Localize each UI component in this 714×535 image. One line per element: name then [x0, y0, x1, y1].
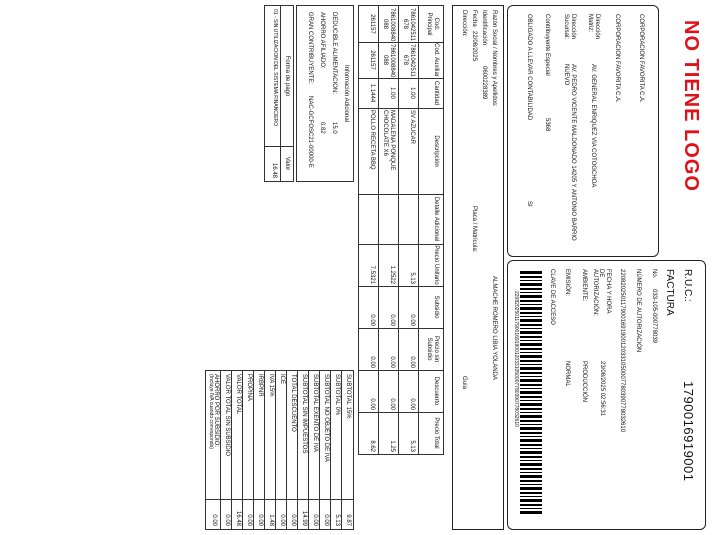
total-label: IVA 15%: [268, 374, 274, 397]
barcode-bar: [520, 496, 542, 497]
access-key-label: CLAVE DE ACCESO: [549, 269, 555, 325]
divider: [359, 42, 443, 43]
divider: [264, 371, 265, 529]
total-value: 9.87: [345, 514, 351, 526]
divider: [220, 371, 221, 529]
barcode-bar: [520, 508, 542, 509]
auth-label: NÚMERO DE AUTORIZACIÓN: [635, 269, 641, 353]
barcode-bar: [520, 484, 542, 485]
barcode-bar: [520, 300, 542, 302]
table-cell: 1.00: [389, 87, 395, 99]
info-label: DEDUCIBLE ALIMENTACION:: [331, 12, 337, 94]
buyer-date-label: Fecha: [471, 10, 477, 27]
divider: [378, 6, 379, 454]
barcode-bar: [520, 511, 542, 514]
barcode-bar: [520, 504, 542, 506]
barcode-bar: [520, 427, 542, 430]
info-box: [296, 5, 354, 182]
barcode-bar: [520, 376, 542, 377]
total-value: 0.00: [290, 514, 296, 526]
divider: [359, 108, 443, 109]
total-value: 5.13: [334, 514, 340, 526]
divider: [280, 6, 281, 181]
total-label: PROPINA: [246, 374, 252, 402]
doc-no-label: No.: [651, 269, 657, 279]
barcode-bar: [520, 348, 542, 350]
contab-value: SI: [526, 201, 532, 207]
barcode-bar: [520, 396, 542, 398]
divider: [242, 371, 243, 529]
access-key-value: 2208202501179001691900120331050007780390778032610: [513, 291, 519, 427]
barcode-bar: [520, 432, 542, 434]
table-header: Cod. Principal: [426, 12, 439, 36]
table-cell: 8.62: [369, 440, 375, 452]
barcode-bar: [520, 336, 542, 338]
ruc-label: R.U.C.:: [682, 269, 693, 302]
table-cell: 5.13: [409, 440, 415, 452]
divider: [359, 412, 443, 413]
table-header: Precio Unitario: [433, 245, 439, 285]
payment-header-method: Forma de pago: [284, 55, 290, 97]
barcode-bar: [520, 412, 542, 413]
table-header: Descripción: [433, 135, 439, 167]
subsidy-savings-note: (Incluye IVA cuando corresponda): [208, 374, 214, 449]
table-header: Subsidio: [433, 295, 439, 319]
buyer-box: [452, 5, 504, 530]
table-cell: 7861008840 088: [382, 44, 395, 78]
divider: [275, 371, 276, 529]
table-cell: 261157: [369, 50, 375, 70]
table-cell: 0.00: [389, 314, 395, 326]
table-cell: 7861042511 678: [402, 8, 415, 41]
barcode-bar: [520, 328, 542, 329]
barcode-bar: [520, 480, 542, 482]
divider: [231, 371, 232, 529]
barcode-bar: [520, 456, 542, 458]
barcode-bar: [520, 415, 542, 418]
contab-label: OBLIGADO A LLEVAR CONTABILIDAD: [526, 14, 532, 121]
ruc-value: 1790016919001: [681, 381, 696, 482]
dir-sucursal-value: AV. PEDRO VICENTE MALDONADO 14205 Y ANTONIO BARRIO NUEVO: [563, 64, 576, 241]
divider: [359, 244, 443, 245]
auth-date-label: FECHA Y HORA DE AUTORIZACIÓN:: [591, 269, 611, 316]
barcode-bar: [520, 463, 542, 466]
table-cell: 5.13: [409, 272, 415, 284]
divider: [253, 371, 254, 529]
divider: [359, 328, 443, 329]
emission-label: EMISIÓN:: [564, 269, 570, 297]
barcode-bar: [520, 420, 542, 422]
total-value: 14.99: [301, 510, 307, 526]
table-cell: 0.00: [409, 356, 415, 368]
total-value: 0.00: [323, 514, 329, 526]
table-cell: 0.00: [369, 356, 375, 368]
subsidy-total-label: VALOR TOTAL SIN SUBSIDIO: [224, 374, 230, 457]
table-cell: 7861042511 678: [402, 44, 415, 77]
barcode-bar: [520, 340, 542, 341]
total-value: 0.00: [279, 514, 285, 526]
total-label: SUBTOTAL NO OBJETO DE IVA: [323, 374, 329, 463]
subsidy-savings-label: AHORRO POR SUBSIDIO:: [213, 374, 219, 448]
barcode-bar: [520, 439, 542, 442]
barcode-bar: [520, 448, 542, 449]
barcode-bar: [520, 379, 542, 382]
barcode-image: [520, 271, 542, 516]
barcode-bar: [520, 316, 542, 317]
buyer-id-label: Identificación: [481, 10, 487, 46]
barcode-bar: [520, 360, 542, 362]
total-label: SUBTOTAL 15%: [345, 374, 351, 419]
emission-value: NORMAL: [564, 361, 570, 387]
table-cell: 0.00: [369, 398, 375, 410]
barcode-bar: [520, 468, 542, 470]
barcode-bar: [520, 391, 542, 394]
guide-label: Guía: [461, 376, 467, 390]
barcode-bar: [520, 408, 542, 410]
issuer-trade-name: CORPORACION FAVORITA C.A.: [614, 14, 620, 103]
info-value: 15.0: [331, 122, 337, 134]
divider: [286, 371, 287, 529]
contrib-label: Contribuyente Especial: [544, 14, 550, 76]
table-header: Cod. Auxiliar: [433, 43, 439, 77]
total-label: ICE: [279, 374, 285, 385]
barcode-bar: [520, 324, 542, 326]
barcode-bar: [520, 367, 542, 370]
divider: [341, 371, 342, 529]
divider: [398, 6, 399, 454]
table-header: Descuento: [433, 376, 439, 406]
buyer-date-value: 22/08/2025: [471, 31, 477, 62]
barcode-bar: [520, 364, 542, 365]
doc-no-value: 033-105-000778039: [651, 289, 657, 344]
subsidy-total-value: 0.00: [224, 514, 230, 526]
barcode-bar: [520, 487, 542, 490]
table-cell: 0.00: [389, 398, 395, 410]
barcode-bar: [520, 343, 542, 346]
barcode-bar: [520, 372, 542, 374]
total-label: TOTAL DESCUENTO: [290, 374, 296, 432]
barcode-bar: [520, 499, 542, 502]
table-header: Detalle Adicional: [433, 196, 439, 242]
doc-type: FACTURA: [664, 269, 675, 316]
barcode-bar: [520, 472, 542, 473]
payment-value: 16.48: [271, 162, 277, 178]
dir-matriz-value: AV. GENERAL ENRIQUEZ VIA COTOGCHOA: [590, 64, 596, 188]
barcode-bar: [520, 319, 542, 322]
total-label: SUBTOTAL 0%: [334, 374, 340, 416]
barcode-bar: [520, 271, 542, 274]
table-cell: SV AZUCAR: [409, 110, 415, 145]
table-cell: 261157: [369, 14, 375, 34]
subsidy-savings-value: 0.00: [211, 514, 217, 526]
table-cell: 0.00: [369, 314, 375, 326]
barcode-bar: [520, 280, 542, 281]
total-label: SUBTOTAL SIN IMPUESTOS: [301, 374, 307, 454]
barcode-bar: [520, 460, 542, 461]
divider: [330, 371, 331, 529]
payment-header-value: Valor: [284, 156, 290, 171]
dir-matriz-label: Dirección Matriz:: [587, 14, 600, 40]
barcode-bar: [520, 352, 542, 353]
barcode-bar: [520, 384, 542, 386]
buyer-id-value: 0600228389: [481, 66, 487, 100]
total-value: 1.48: [268, 514, 274, 526]
dir-sucursal-label: Dirección Sucursal:: [563, 14, 576, 40]
divider: [359, 370, 443, 371]
info-title: Información Adicional: [343, 64, 349, 123]
total-value: 0.00: [312, 514, 318, 526]
barcode-bar: [520, 436, 542, 437]
document-box: [507, 260, 706, 530]
barcode-bar: [520, 451, 542, 454]
env-label: AMBIENTE:: [581, 269, 587, 302]
table-cell: MADALENA PONQUE CHOCOLATE X6: [382, 110, 395, 171]
divider: [319, 371, 320, 529]
auth-value: 2208202501179001691900120331050007780390778032610: [619, 269, 625, 433]
table-cell: 1.25: [389, 440, 395, 452]
buyer-name-label: Razón Social / Nombres y Apellidos:: [491, 10, 497, 107]
barcode-bar: [520, 307, 542, 310]
total-label: VALOR TOTAL: [235, 374, 241, 415]
env-value: PRODUCCIÓN: [581, 361, 587, 403]
contrib-value: 5368: [544, 118, 550, 132]
info-label: AHORRO AFILIADO:: [319, 12, 325, 69]
total-value: 0.00: [257, 514, 263, 526]
total-value: 16.48: [235, 510, 241, 526]
table-cell: 0.00: [409, 398, 415, 410]
total-label: SUBTOTAL EXENTO DE IVA: [312, 374, 318, 453]
info-label: GRAN CONTRIBUYENTE:: [307, 12, 313, 85]
logo-text: NO TIENE LOGO: [680, 20, 702, 192]
issuer-name: CORPORACION FAVORITA C.A.: [638, 14, 644, 103]
table-cell: 1.2522: [389, 265, 395, 284]
table-header: Precio Total: [433, 417, 439, 449]
payment-method: 01 - SIN UTILIZACION DEL SISTEMA FINANCIERO: [272, 9, 278, 127]
barcode-bar: [520, 304, 542, 305]
barcode-bar: [520, 292, 542, 293]
auth-date-value: 23/08/2025 02:56:31: [599, 361, 605, 417]
info-value: NAC-GCFOSC21-00000-E: [307, 96, 313, 168]
barcode-bar: [520, 312, 542, 314]
barcode-bar: [520, 295, 542, 298]
divider: [308, 371, 309, 529]
table-header: Precio sin Subsidio: [426, 335, 439, 363]
barcode-bar: [520, 331, 542, 334]
divider: [418, 6, 419, 454]
items-table: [358, 5, 444, 455]
divider: [359, 78, 443, 79]
barcode-bar: [520, 444, 542, 446]
plate-label: Placa / Matrícula:: [471, 206, 477, 253]
barcode-bar: [520, 288, 542, 290]
divider: [359, 194, 443, 195]
barcode-bar: [520, 355, 542, 358]
buyer-name-value: ALMACHE ROMERO LIBIA YOLANDA: [491, 276, 497, 380]
buyer-address-label: Dirección:: [461, 10, 467, 37]
table-cell: 0.00: [389, 356, 395, 368]
barcode-bar: [520, 492, 542, 494]
barcode-bar: [520, 475, 542, 478]
total-label: IRBPNR: [257, 374, 263, 397]
barcode-bar: [520, 403, 542, 406]
table-cell: POLLO RECETA BBQ: [369, 110, 375, 170]
info-value: 0.82: [319, 122, 325, 134]
table-cell: 7861008840 088: [382, 8, 395, 42]
divider: [359, 286, 443, 287]
table-cell: 7.5321: [369, 265, 375, 284]
table-cell: 1.00: [409, 87, 415, 99]
payment-box: [264, 5, 294, 182]
barcode-bar: [520, 388, 542, 389]
table-cell: 0.00: [409, 314, 415, 326]
total-value: 0.00: [246, 514, 252, 526]
totals-table: [205, 370, 354, 530]
divider: [297, 371, 298, 529]
barcode-bar: [520, 283, 542, 286]
barcode-bar: [520, 424, 542, 425]
table-cell: 1.1444: [369, 83, 375, 103]
barcode-bar: [520, 276, 542, 278]
divider: [265, 146, 293, 147]
issuer-box: [507, 5, 659, 257]
barcode-bar: [520, 400, 542, 401]
table-header: Cantidad: [433, 80, 439, 106]
